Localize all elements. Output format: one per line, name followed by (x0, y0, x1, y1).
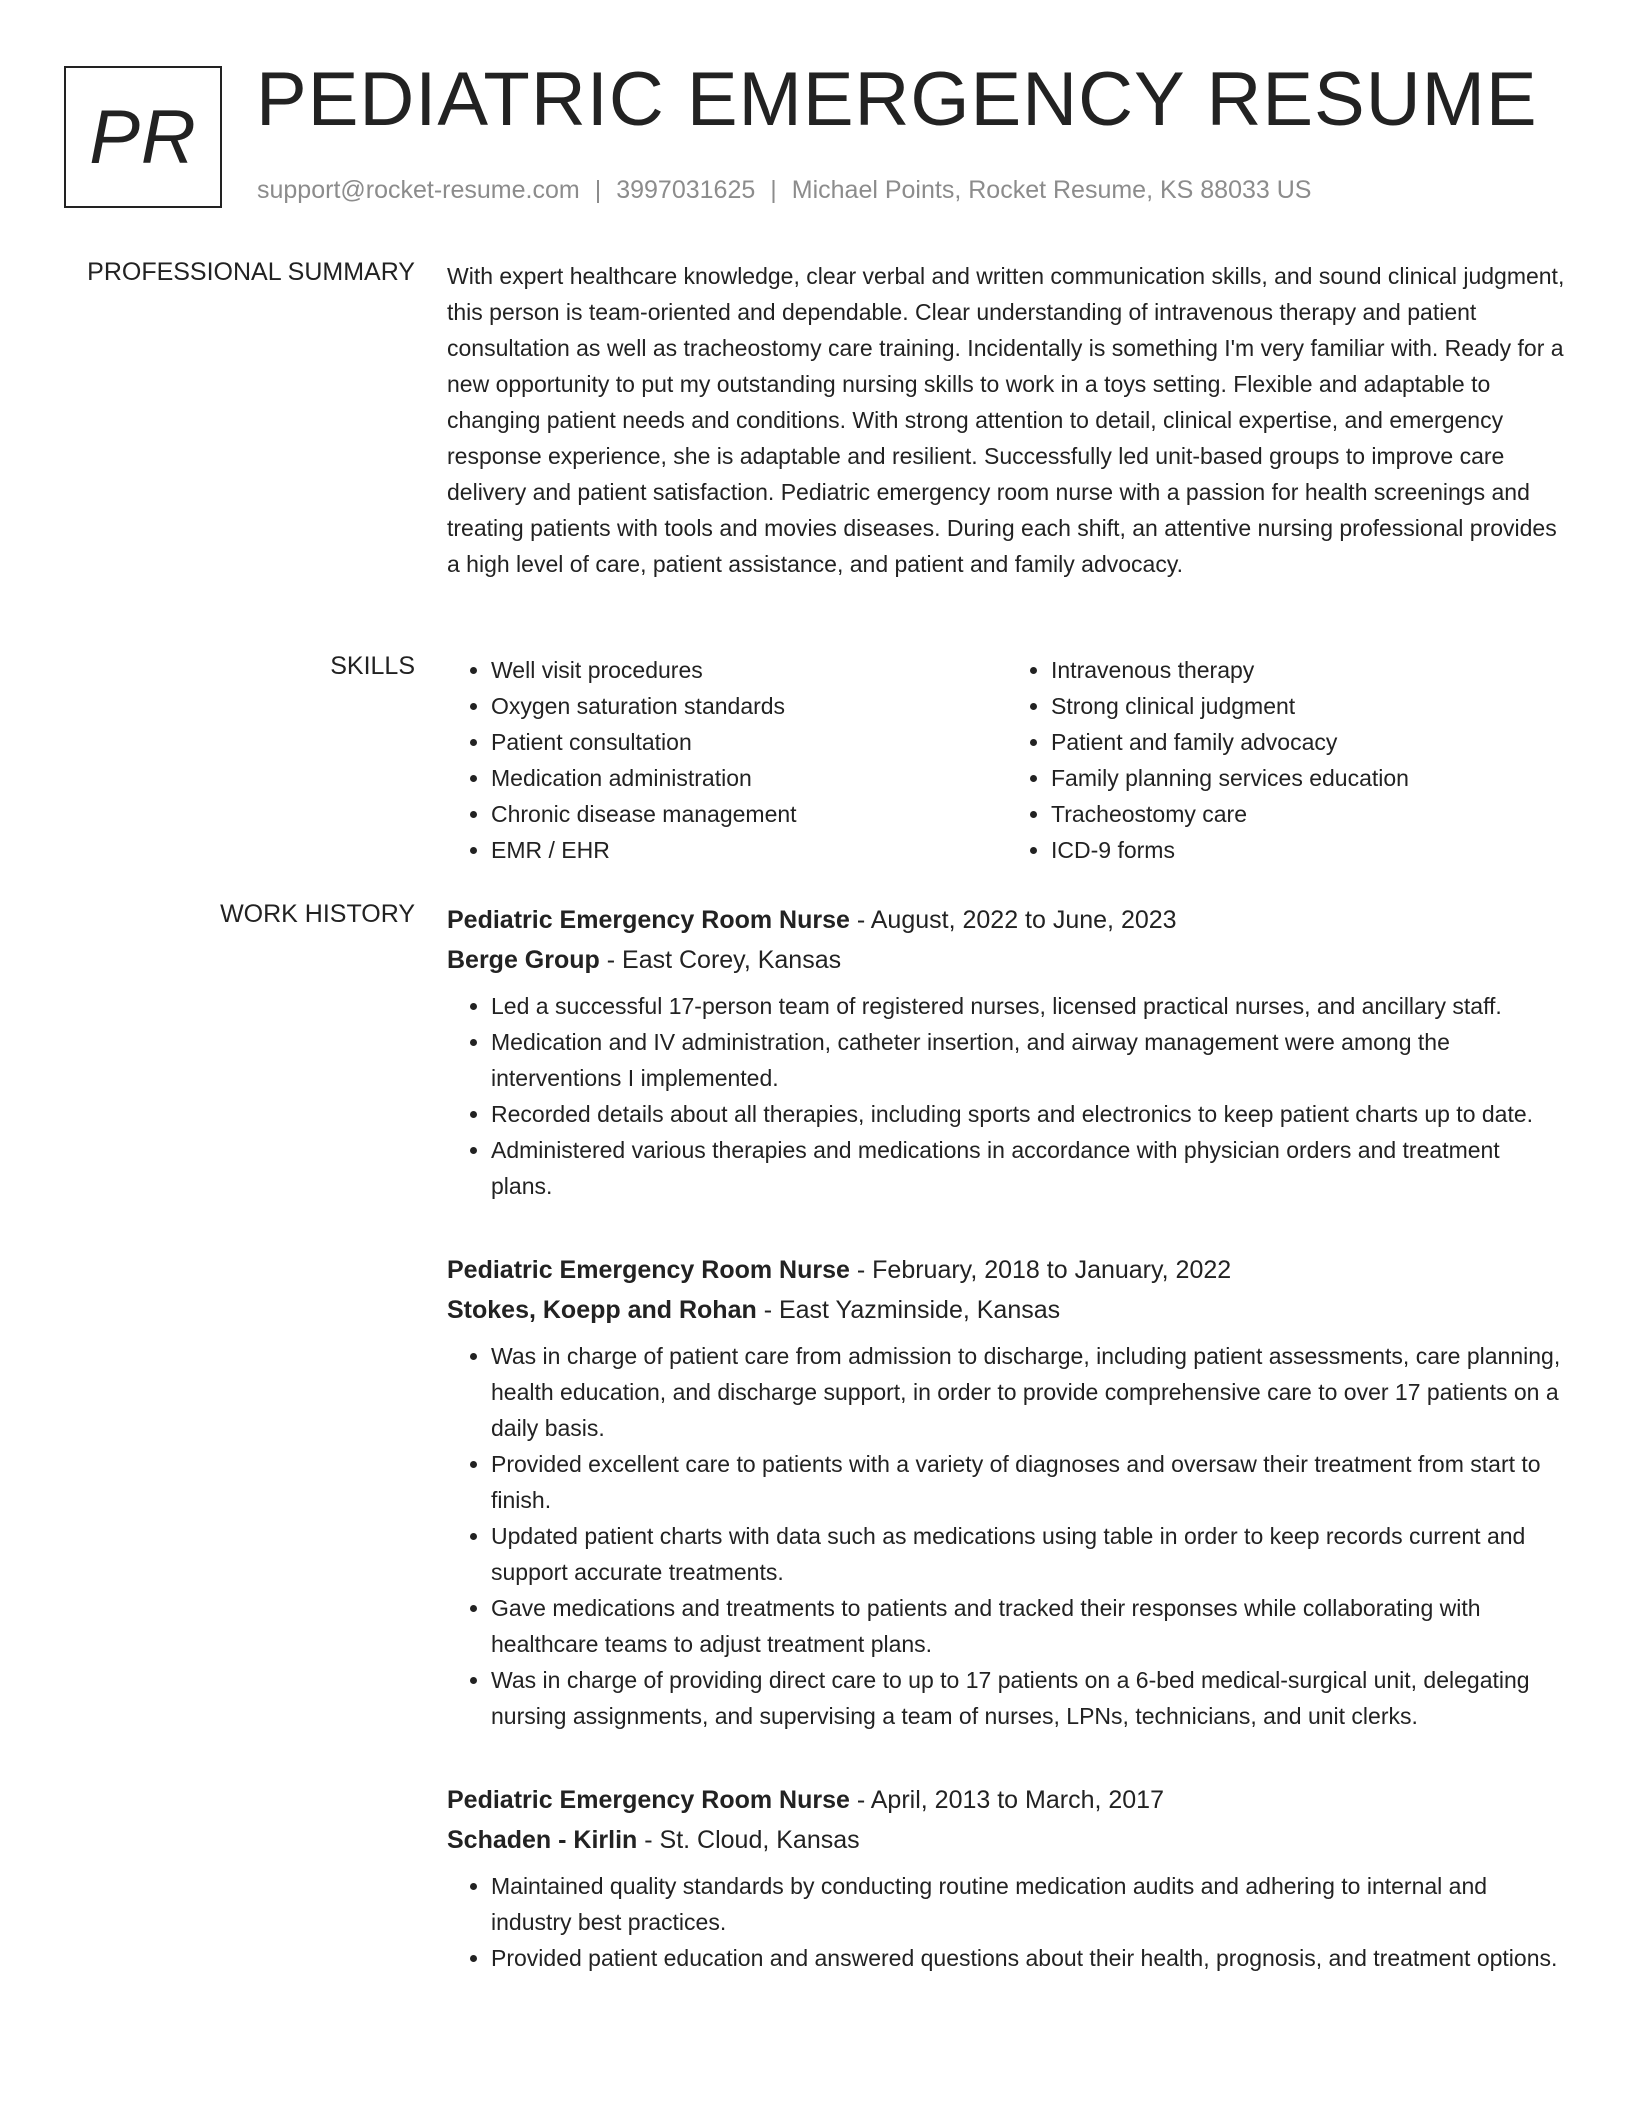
job-bullet: • Provided patient education and answered questions about their health, prognosis, and treatment options. (491, 1940, 1567, 1976)
work-history-body (447, 900, 1567, 2022)
job-title-line (447, 1780, 1567, 1820)
job-company: Stokes, Koepp and Rohan (447, 1296, 757, 1324)
job-bullet: • Was in charge of patient care from admission to discharge, including patient assessments, care planning, health education, and discharge support, in order to provide comprehensive care to over 17 patients on a daily basis. (491, 1338, 1567, 1446)
skill-item: • Strong clinical judgment (1051, 688, 1567, 724)
job-bullet: • Administered various therapies and medications in accordance with physician orders and treatment plans. (491, 1132, 1567, 1204)
job-bullet: • Was in charge of providing direct care to up to 17 patients on a 6-bed medical-surgical unit, delegating nursing assignments, and supervising a team of nurses, LPNs, technicians, and unit clerks. (491, 1662, 1567, 1734)
job-dates: - August, 2022 to June, 2023 (849, 906, 1177, 934)
contact-separator: | (770, 176, 777, 204)
job-bullet: • Provided excellent care to patients with a variety of diagnoses and oversaw their treatment from start to finish. (491, 1446, 1567, 1518)
job-title-line (447, 1250, 1567, 1290)
job-company-line (447, 1820, 1567, 1860)
monogram-logo: PR (64, 66, 222, 208)
job-title: Pediatric Emergency Room Nurse (447, 1256, 850, 1284)
job-title: Pediatric Emergency Room Nurse (447, 906, 850, 934)
job-entry (447, 1780, 1567, 1976)
job-bullet: • Medication and IV administration, catheter insertion, and airway management were among the interventions I implemented. (491, 1024, 1567, 1096)
job-bullet: • Updated patient charts with data such as medications using table in order to keep records current and support accurate treatments. (491, 1518, 1567, 1590)
job-title: Pediatric Emergency Room Nurse (447, 1786, 850, 1814)
job-dates: - April, 2013 to March, 2017 (849, 1786, 1164, 1814)
job-bullet-list (447, 1868, 1567, 1976)
job-bullet-list (447, 988, 1567, 1204)
job-company: Schaden - Kirlin (447, 1826, 638, 1854)
job-location: - East Corey, Kansas (599, 946, 842, 974)
skill-item: • ICD-9 forms (1051, 832, 1567, 868)
skills-body (447, 652, 1567, 868)
skills-column-right (1007, 652, 1567, 868)
job-bullet: • Gave medications and treatments to patients and tracked their responses while collaborating with healthcare teams to adjust treatment plans. (491, 1590, 1567, 1662)
contact-address: Michael Points, Rocket Resume, KS 88033 US (791, 176, 1312, 204)
summary-text: With expert healthcare knowledge, clear verbal and written communication skills, and sound clinical judgment, this person is team-oriented and dependable. Clear understanding of intravenous therapy and patient consultation as well as tracheostomy care training. Incidentally is something I'm very familiar with. Ready for a new opportunity to put my outstanding nursing skills to work in a toys setting. Flexible and adaptable to changing patient needs and conditions. With strong attention to detail, clinical expertise, and emergency response experience, she is adaptable and resilient. Successfully led unit-based groups to improve care delivery and patient satisfaction. Pediatric emergency room nurse with a passion for health screenings and treating patients with tools and movies diseases. During each shift, an attentive nursing professional provides a high level of care, patient assistance, and patient and family advocacy. (447, 263, 1565, 577)
job-location: - St. Cloud, Kansas (637, 1826, 860, 1854)
contact-phone: 3997031625 (616, 176, 756, 204)
skills-heading: SKILLS (330, 652, 415, 680)
job-entry (447, 1250, 1567, 1734)
skills-column-left (447, 652, 1007, 868)
skill-item: • Intravenous therapy (1051, 652, 1567, 688)
skill-item: • Chronic disease management (491, 796, 1007, 832)
contact-separator: | (594, 176, 602, 204)
job-company-line (447, 940, 1567, 980)
skill-item: • EMR / EHR (491, 832, 1007, 868)
skill-item: • Medication administration (491, 760, 1007, 796)
skill-item: • Family planning services education (1051, 760, 1567, 796)
skill-item: • Patient consultation (491, 724, 1007, 760)
job-bullet: • Led a successful 17-person team of registered nurses, licensed practical nurses, and ancillary staff. (491, 988, 1567, 1024)
resume-title: PEDIATRIC EMERGENCY RESUME (256, 57, 1538, 142)
job-bullet-list (447, 1338, 1567, 1734)
job-bullet: • Maintained quality standards by conducting routine medication audits and adhering to internal and industry best practices. (491, 1868, 1567, 1940)
skill-item: • Well visit procedures (491, 652, 1007, 688)
skill-item: • Patient and family advocacy (1051, 724, 1567, 760)
summary-heading: PROFESSIONAL SUMMARY (87, 258, 415, 286)
contact-line (257, 176, 1311, 205)
job-bullet: • Recorded details about all therapies, including sports and electronics to keep patient charts up to date. (491, 1096, 1567, 1132)
skill-item: • Oxygen saturation standards (491, 688, 1007, 724)
work-history-heading: WORK HISTORY (220, 900, 415, 928)
skills-grid (447, 652, 1567, 868)
summary-body (447, 258, 1567, 582)
contact-email: support@rocket-resume.com (257, 176, 580, 204)
job-dates: - February, 2018 to January, 2022 (849, 1256, 1232, 1284)
job-company-line (447, 1290, 1567, 1330)
job-location: - East Yazminside, Kansas (756, 1296, 1061, 1324)
job-company: Berge Group (447, 946, 600, 974)
job-entry (447, 900, 1567, 1204)
job-title-line (447, 900, 1567, 940)
skill-item: • Tracheostomy care (1051, 796, 1567, 832)
